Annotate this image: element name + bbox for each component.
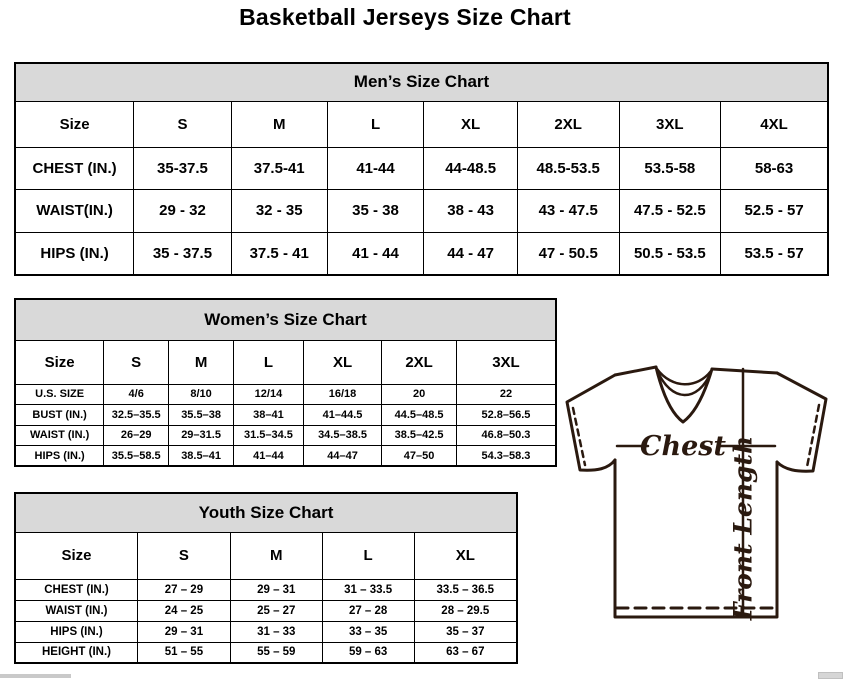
cell-value: 33.5 – 36.5 <box>414 579 517 600</box>
column-header: 3XL <box>619 101 721 147</box>
horizontal-scrollbar-button[interactable] <box>818 672 843 679</box>
jersey-left-sleeve <box>567 375 615 470</box>
cell-value: 25 – 27 <box>230 600 322 621</box>
column-header: Size <box>15 532 137 579</box>
cell-value: 44-48.5 <box>424 147 517 190</box>
cell-value: 29–31.5 <box>169 425 234 446</box>
cell-value: 59 – 63 <box>322 642 414 663</box>
cell-value: 35 - 37.5 <box>134 232 232 275</box>
size-header-row <box>15 101 828 147</box>
column-header: L <box>322 532 414 579</box>
cell-value: 52.8–56.5 <box>456 405 556 426</box>
row-label: HIPS (IN.) <box>15 621 137 642</box>
row-label: CHEST (IN.) <box>15 579 137 600</box>
cell-value: 37.5-41 <box>231 147 327 190</box>
cell-value: 41–44 <box>234 446 304 467</box>
row-label: HIPS (IN.) <box>15 232 134 275</box>
cell-value: 31 – 33 <box>230 621 322 642</box>
cell-value: 29 – 31 <box>230 579 322 600</box>
cell-value: 8/10 <box>169 384 234 405</box>
cell-value: 35 – 37 <box>414 621 517 642</box>
size-header-row <box>15 340 556 384</box>
cell-value: 48.5-53.5 <box>517 147 619 190</box>
cell-value: 35-37.5 <box>134 147 232 190</box>
cell-value: 46.8–50.3 <box>456 425 556 446</box>
column-header: M <box>230 532 322 579</box>
cell-value: 41–44.5 <box>303 405 381 426</box>
cell-value: 47 - 50.5 <box>517 232 619 275</box>
chest-label: Chest <box>640 431 726 462</box>
table-row <box>15 147 828 190</box>
cell-value: 44–47 <box>303 446 381 467</box>
column-header: S <box>104 340 169 384</box>
cell-value: 32.5–35.5 <box>104 405 169 426</box>
cell-value: 16/18 <box>303 384 381 405</box>
row-label: CHEST (IN.) <box>15 147 134 190</box>
jersey-right-shoulder <box>712 369 777 373</box>
cell-value: 29 - 32 <box>134 190 232 233</box>
column-header: XL <box>424 101 517 147</box>
cell-value: 44 - 47 <box>424 232 517 275</box>
column-header: Size <box>15 340 104 384</box>
cell-value: 51 – 55 <box>137 642 230 663</box>
column-header: M <box>169 340 234 384</box>
cell-value: 53.5-58 <box>619 147 721 190</box>
horizontal-scrollbar-thumb[interactable] <box>0 674 71 678</box>
cell-value: 37.5 - 41 <box>231 232 327 275</box>
page-title: Basketball Jerseys Size Chart <box>239 4 571 30</box>
cell-value: 29 – 31 <box>137 621 230 642</box>
jersey-left-shoulder <box>615 367 656 375</box>
cell-value: 24 – 25 <box>137 600 230 621</box>
cell-value: 22 <box>456 384 556 405</box>
cell-value: 54.3–58.3 <box>456 446 556 467</box>
column-header: XL <box>414 532 517 579</box>
row-label: HEIGHT (IN.) <box>15 642 137 663</box>
cell-value: 35 - 38 <box>327 190 424 233</box>
column-header: 2XL <box>517 101 619 147</box>
cell-value: 35.5–38 <box>169 405 234 426</box>
cell-value: 31.5–34.5 <box>234 425 304 446</box>
row-label: WAIST (IN.) <box>15 600 137 621</box>
womens-chart-title: Women’s Size Chart <box>15 299 556 340</box>
table-row <box>15 642 517 663</box>
row-label: HIPS (IN.) <box>15 446 104 467</box>
row-label: U.S. SIZE <box>15 384 104 405</box>
column-header: XL <box>303 340 381 384</box>
table-row <box>15 446 556 467</box>
cell-value: 20 <box>382 384 457 405</box>
table-row <box>15 579 517 600</box>
cell-value: 33 – 35 <box>322 621 414 642</box>
cell-value: 63 – 67 <box>414 642 517 663</box>
column-header: S <box>137 532 230 579</box>
column-header: S <box>134 101 232 147</box>
cell-value: 38.5–42.5 <box>382 425 457 446</box>
cell-value: 35.5–58.5 <box>104 446 169 467</box>
mens-chart-title: Men’s Size Chart <box>15 63 828 101</box>
cell-value: 12/14 <box>234 384 304 405</box>
column-header: Size <box>15 101 134 147</box>
column-header: 2XL <box>382 340 457 384</box>
cell-value: 26–29 <box>104 425 169 446</box>
table-row <box>15 384 556 405</box>
cell-value: 38–41 <box>234 405 304 426</box>
jersey-right-sleeve <box>777 373 826 471</box>
row-label: WAIST (IN.) <box>15 425 104 446</box>
cell-value: 47–50 <box>382 446 457 467</box>
cell-value: 34.5–38.5 <box>303 425 381 446</box>
cell-value: 55 – 59 <box>230 642 322 663</box>
size-header-row <box>15 532 517 579</box>
column-header: L <box>234 340 304 384</box>
column-header: 4XL <box>721 101 828 147</box>
column-header: L <box>327 101 424 147</box>
cell-value: 27 – 28 <box>322 600 414 621</box>
table-row <box>15 190 828 233</box>
youth-chart-title: Youth Size Chart <box>15 493 517 532</box>
jersey-right-cuff-dash <box>807 405 819 467</box>
table-row <box>15 405 556 426</box>
cell-value: 31 – 33.5 <box>322 579 414 600</box>
cell-value: 44.5–48.5 <box>382 405 457 426</box>
column-header: M <box>231 101 327 147</box>
cell-value: 52.5 - 57 <box>721 190 828 233</box>
cell-value: 47.5 - 52.5 <box>619 190 721 233</box>
cell-value: 58-63 <box>721 147 828 190</box>
table-row <box>15 621 517 642</box>
table-row <box>15 425 556 446</box>
cell-value: 27 – 29 <box>137 579 230 600</box>
column-header: 3XL <box>456 340 556 384</box>
jersey-measurement-diagram <box>556 358 840 630</box>
cell-value: 41-44 <box>327 147 424 190</box>
cell-value: 53.5 - 57 <box>721 232 828 275</box>
cell-value: 38.5–41 <box>169 446 234 467</box>
mens-size-table <box>14 62 829 276</box>
cell-value: 4/6 <box>104 384 169 405</box>
cell-value: 28 – 29.5 <box>414 600 517 621</box>
cell-value: 41 - 44 <box>327 232 424 275</box>
table-row <box>15 600 517 621</box>
youth-size-table <box>14 492 518 664</box>
front-length-label: Front Length <box>728 435 758 621</box>
row-label: BUST (IN.) <box>15 405 104 426</box>
cell-value: 50.5 - 53.5 <box>619 232 721 275</box>
womens-size-table <box>14 298 557 467</box>
cell-value: 38 - 43 <box>424 190 517 233</box>
cell-value: 43 - 47.5 <box>517 190 619 233</box>
cell-value: 32 - 35 <box>231 190 327 233</box>
table-row <box>15 232 828 275</box>
row-label: WAIST(IN.) <box>15 190 134 233</box>
